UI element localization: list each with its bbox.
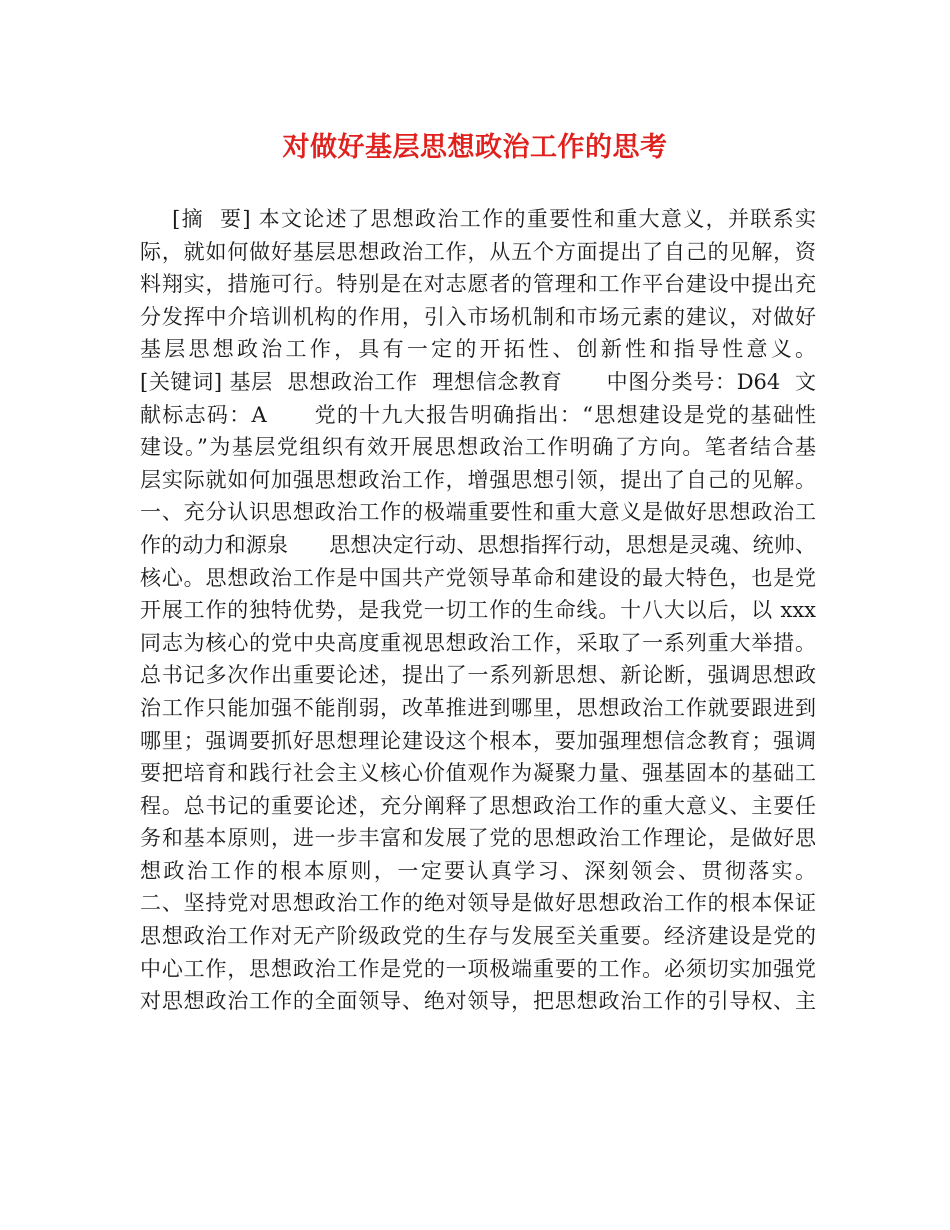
text-line: 治工作只能加强不能削弱，改革推进到哪里，思想政治工作就要跟进到 [140,695,816,720]
text-line: 献标志码：A 党的十九大报告明确指出：“思想建设是党的基础性 [140,402,816,427]
text-line: 建设。”为基层党组织有效开展思想政治工作明确了方向。笔者结合基 [140,435,816,460]
text-line: 中心工作，思想政治工作是党的一项极端重要的工作。必须切实加强党 [140,956,816,981]
text-line: 一、充分认识思想政治工作的极端重要性和重大意义是做好思想政治工 [140,500,816,525]
text-line: 基层思想政治工作，具有一定的开拓性、创新性和指导性意义。 [140,337,816,362]
text-line: 分发挥中介培训机构的作用，引入市场机制和市场元素的建议，对做好 [140,304,816,329]
text-line: 想政治工作的根本原则，一定要认真学习、深刻领会、贯彻落实。 [140,858,816,883]
text-line: 际，就如何做好基层思想政治工作，从五个方面提出了自己的见解，资 [140,239,816,264]
text-line: 思想政治工作对无产阶级政党的生存与发展至关重要。经济建设是党的 [140,924,816,949]
text-line: 核心。思想政治工作是中国共产党领导革命和建设的最大特色，也是党 [140,565,816,590]
text-line: [摘 要] 本文论述了思想政治工作的重要性和重大意义，并联系实 [140,207,816,231]
text-line: 层实际就如何加强思想政治工作，增强思想引领，提出了自己的见解。 [140,467,816,492]
text-line: 同志为核心的党中央高度重视思想政治工作，采取了一系列重大举措。 [140,630,816,655]
text-line: 作的动力和源泉 思想决定行动、思想指挥行动，思想是灵魂、统帅、 [140,532,816,557]
text-line: 务和基本原则，进一步丰富和发展了党的思想政治工作理论，是做好思 [140,826,816,851]
text-line: 哪里；强调要抓好思想理论建设这个根本，要加强理想信念教育；强调 [140,728,816,753]
text-line: [关键词] 基层 思想政治工作 理想信念教育 中图分类号：D64 文 [140,369,816,394]
document-body [140,203,816,1018]
text-line: 对思想政治工作的全面领导、绝对领导，把思想政治工作的引导权、主 [140,989,816,1014]
text-line: 开展工作的独特优势，是我党一切工作的生命线。十八大以后，以 xxx [140,598,816,623]
text-line: 总书记多次作出重要论述，提出了一系列新思想、新论断，强调思想政 [140,663,816,688]
text-line: 料翔实，措施可行。特别是在对志愿者的管理和工作平台建设中提出充 [140,272,816,297]
text-line: 二、坚持党对思想政治工作的绝对领导是做好思想政治工作的根本保证 [140,891,816,916]
text-line: 程。总书记的重要论述，充分阐释了思想政治工作的重大意义、主要任 [140,793,816,818]
text-line: 要把培育和践行社会主义核心价值观作为凝聚力量、强基固本的基础工 [140,761,816,786]
document-title: 对做好基层思想政治工作的思考 [282,132,668,163]
